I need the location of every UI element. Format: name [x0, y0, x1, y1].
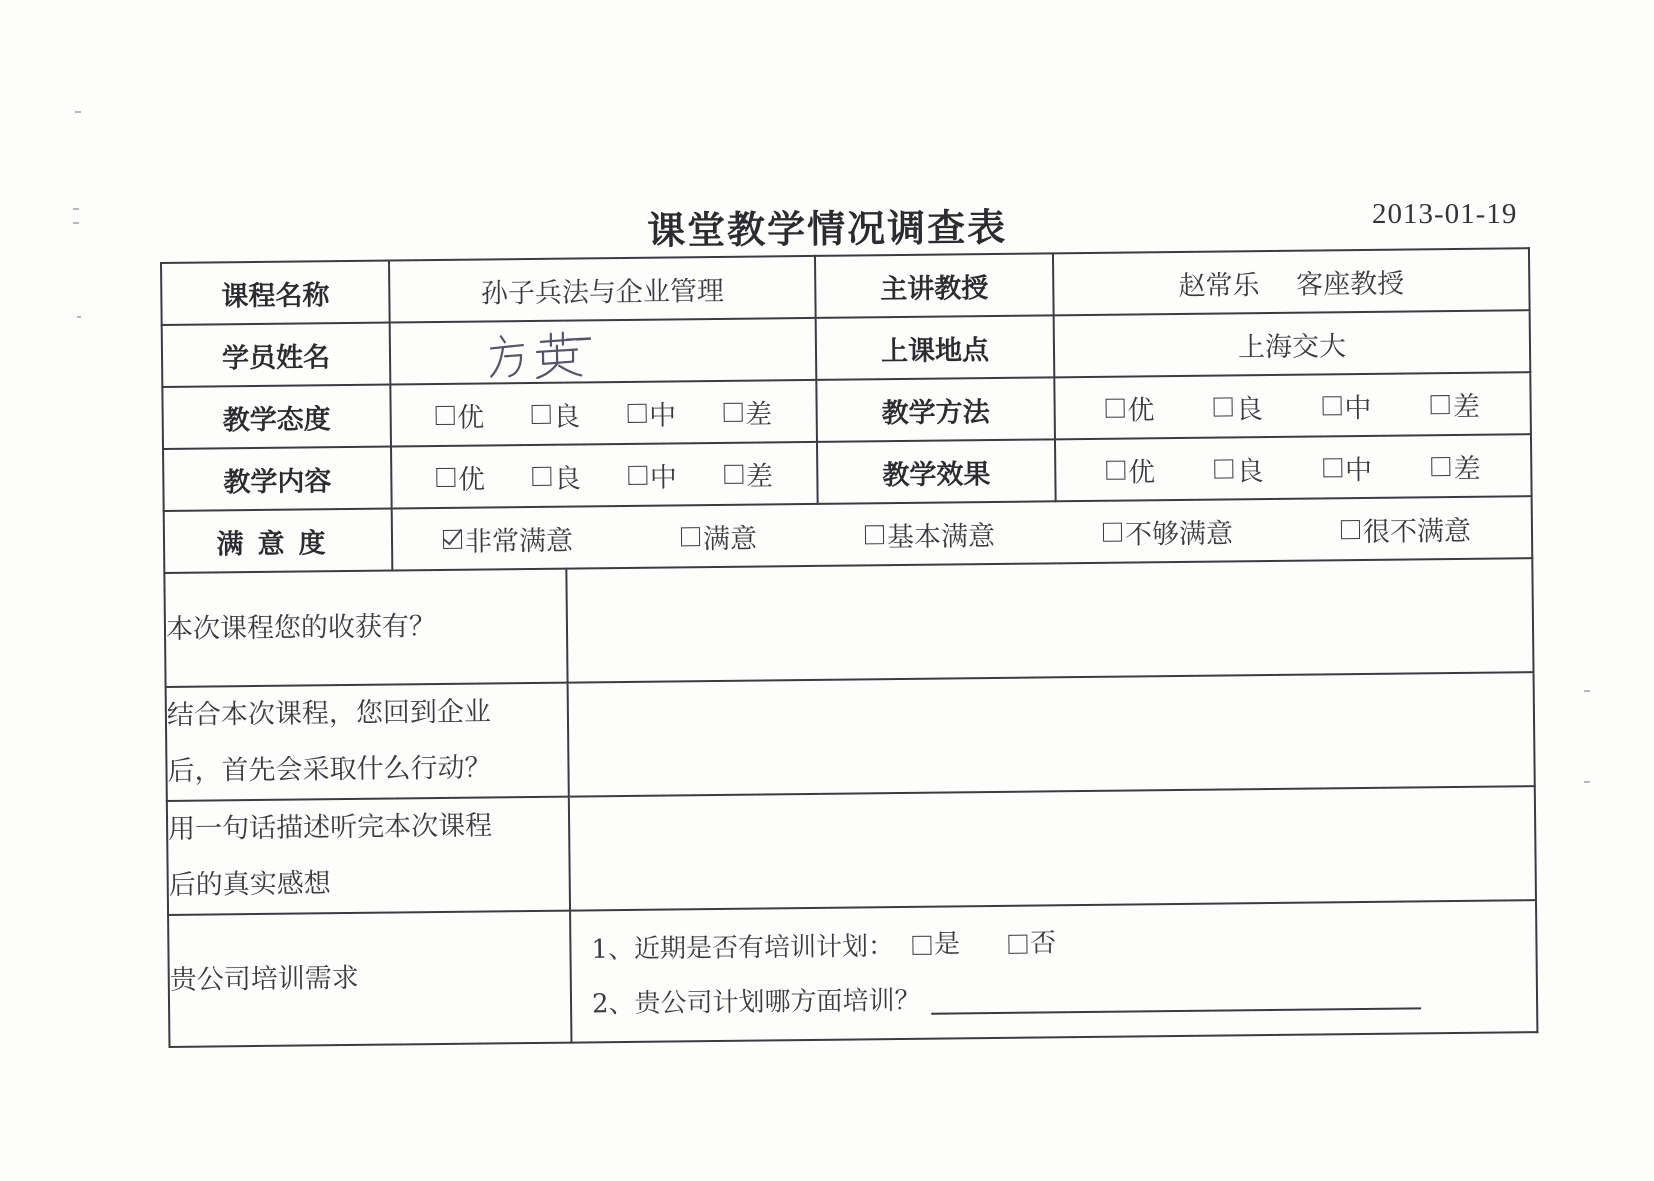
method-label: 教学方法 — [816, 377, 1055, 442]
gain-question: 本次课程您的收获有？ — [164, 569, 567, 687]
course-name-label: 课程名称 — [161, 261, 390, 325]
content-option-excellent[interactable] — [436, 457, 485, 497]
option-label: 很不满意 — [1362, 515, 1472, 548]
training-plan-question-text: 1、近期是否有培训计划： — [591, 931, 895, 965]
checkbox-icon — [681, 527, 700, 546]
option-label: 优 — [457, 402, 485, 434]
option-label: 中 — [649, 461, 678, 494]
checkbox-icon — [532, 466, 551, 485]
effect-label: 教学效果 — [817, 439, 1056, 504]
location-label: 上课地点 — [816, 315, 1055, 380]
content-option-poor[interactable] — [724, 454, 773, 494]
course-name-value: 孙子兵法与企业管理 — [389, 256, 816, 323]
survey-table — [160, 247, 1538, 1047]
option-label: 优 — [457, 463, 486, 496]
feeling-question — [167, 797, 570, 915]
checkbox-icon — [1322, 396, 1341, 415]
content-options — [391, 442, 818, 509]
attitude-label: 教学态度 — [162, 385, 391, 449]
training-label: 贵公司培训需求 — [168, 911, 571, 1047]
checkbox-icon — [435, 405, 454, 424]
checkbox-icon — [1431, 395, 1450, 414]
effect-option-poor[interactable] — [1431, 446, 1480, 486]
satisfaction-option-very-dissatisfied[interactable] — [1341, 508, 1471, 548]
training-plan-no[interactable] — [1008, 916, 1057, 971]
satisfaction-label: 满意度 — [164, 509, 393, 573]
survey-form — [160, 247, 1536, 1047]
option-label: 否 — [1029, 928, 1057, 959]
checkbox-icon — [1105, 398, 1124, 417]
method-option-good[interactable] — [1214, 387, 1263, 427]
option-label: 良 — [553, 462, 582, 495]
scan-speck — [77, 316, 81, 318]
handwritten-name-signature — [391, 325, 592, 383]
checkbox-icon — [1214, 397, 1233, 416]
student-name-field[interactable] — [390, 318, 817, 385]
option-label: 基本满意 — [886, 520, 996, 553]
content-option-average[interactable] — [628, 455, 677, 495]
satisfaction-option-not-satisfied-enough[interactable] — [1103, 511, 1233, 551]
option-label: 差 — [1452, 391, 1481, 423]
satisfaction-option-satisfied[interactable] — [681, 516, 757, 556]
feeling-answer-field[interactable] — [569, 786, 1536, 910]
option-label: 良 — [1235, 393, 1264, 425]
effect-options — [1055, 434, 1532, 501]
checkbox-icon — [1214, 459, 1233, 478]
feeling-question-line1: 用一句话描述听完本次课程 — [167, 810, 493, 845]
attitude-option-poor[interactable] — [723, 392, 772, 432]
option-label: 不够满意 — [1124, 517, 1234, 551]
attitude-options — [390, 380, 817, 447]
checkbox-icon — [1323, 458, 1342, 477]
survey-date: 2013-01-19 — [1372, 198, 1518, 230]
method-option-excellent[interactable] — [1105, 388, 1154, 428]
teacher-value: 赵常乐 客座教授 — [1053, 248, 1530, 315]
method-option-average[interactable] — [1322, 385, 1371, 425]
option-label: 良 — [553, 400, 581, 433]
effect-option-good[interactable] — [1214, 449, 1263, 489]
feeling-question-line2: 后的真实感想 — [168, 868, 331, 901]
training-plan-question — [571, 901, 1536, 1041]
scan-speck — [1584, 690, 1590, 692]
scan-speck — [1584, 781, 1590, 783]
checkbox-icon — [531, 404, 550, 423]
action-question-line2: 后，首先会采取什么行动？ — [167, 752, 492, 787]
option-label: 非常满意 — [464, 525, 574, 558]
checkbox-icon — [627, 403, 646, 422]
scan-speck — [75, 111, 81, 113]
option-label: 差 — [745, 398, 773, 431]
option-label: 差 — [745, 460, 774, 493]
checkbox-icon — [1103, 522, 1122, 541]
training-area-question-text: 2、贵公司计划哪方面培训？ — [591, 985, 921, 1019]
option-label: 中 — [649, 399, 677, 432]
method-options — [1054, 372, 1531, 439]
checkbox-icon — [436, 467, 455, 486]
option-label: 满意 — [702, 523, 758, 555]
method-option-poor[interactable] — [1431, 384, 1480, 424]
training-area-input-line[interactable] — [930, 983, 1420, 1014]
checkbox-icon — [865, 525, 884, 544]
option-label: 良 — [1236, 455, 1264, 487]
checkbox-icon — [1008, 934, 1027, 953]
option-label: 差 — [1453, 453, 1481, 485]
effect-option-average[interactable] — [1323, 447, 1372, 487]
gain-row — [164, 558, 1533, 687]
attitude-option-average[interactable] — [627, 393, 676, 433]
checkbox-icon — [912, 935, 931, 954]
effect-option-excellent[interactable] — [1106, 450, 1155, 490]
teacher-label: 主讲教授 — [815, 253, 1054, 318]
page-title: 课堂教学情况调查表 — [646, 205, 1008, 253]
content-label: 教学内容 — [163, 447, 392, 511]
feeling-row — [167, 786, 1536, 915]
satisfaction-option-basically-satisfied[interactable] — [865, 513, 995, 553]
checkbox-icon — [1341, 520, 1360, 539]
student-name-label: 学员姓名 — [162, 323, 391, 387]
option-label: 优 — [1127, 394, 1155, 427]
option-label: 中 — [1344, 454, 1373, 486]
checkbox-icon — [1106, 460, 1125, 479]
action-row — [166, 672, 1535, 801]
option-label: 中 — [1344, 392, 1372, 424]
content-option-good[interactable] — [532, 456, 581, 496]
training-needs — [570, 900, 1537, 1042]
checkbox-icon — [723, 402, 742, 421]
option-label: 是 — [933, 929, 961, 960]
training-plan-yes[interactable] — [912, 917, 961, 972]
gain-answer-field[interactable] — [566, 558, 1533, 682]
checkbox-icon — [628, 465, 647, 484]
checkbox-icon — [1431, 457, 1450, 476]
location-value: 上海交大 — [1054, 310, 1531, 377]
satisfaction-option-very-satisfied[interactable] — [443, 518, 573, 558]
attitude-option-excellent[interactable] — [435, 395, 484, 435]
attitude-option-good[interactable] — [531, 394, 580, 434]
action-question-line1: 结合本次课程，您回到企业 — [166, 696, 492, 731]
action-question — [166, 683, 569, 801]
checkbox-icon — [724, 464, 743, 483]
training-row — [168, 900, 1537, 1046]
option-label: 优 — [1127, 456, 1156, 489]
checked-checkbox-icon — [443, 529, 462, 548]
action-answer-field[interactable] — [568, 672, 1535, 796]
